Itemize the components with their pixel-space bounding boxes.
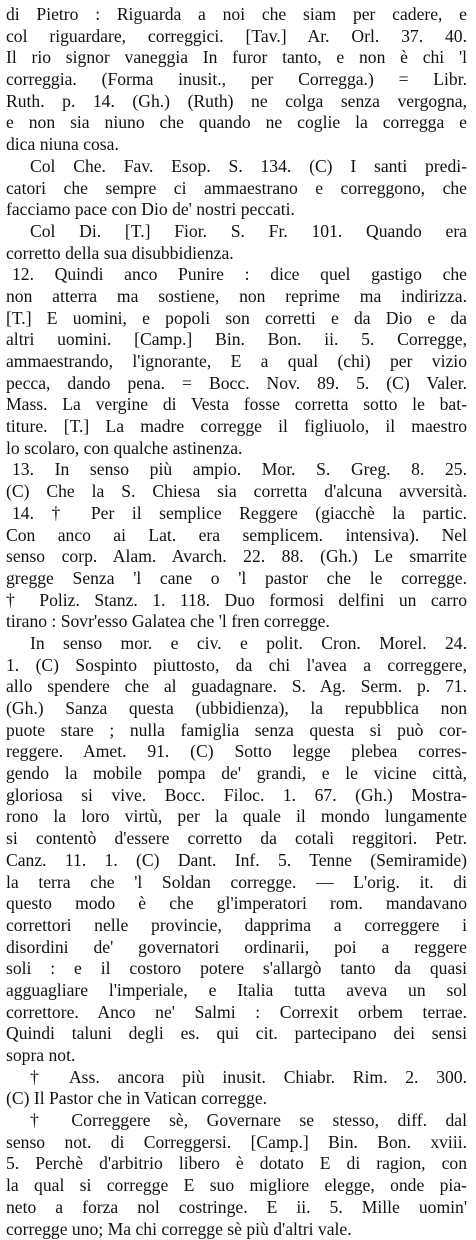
text-line: soli : e il costoro potere s'allargò tanto da quasi [6,958,467,980]
text-line: altri uomini. [Camp.] Bin. Bon. ii. 5. Corregge, [6,329,467,351]
text-line: Col Che. Fav. Esop. S. 134. (C) I santi predi- [6,156,467,178]
text-line: gregge Senza 'l cane o 'l pastor che le corregge. [6,568,467,590]
text-line: neto a forza nol costringe. E ii. 5. Mille uomin' [6,1197,467,1219]
text-line: correttori nelle provincie, dapprima a correggere i [6,915,467,937]
text-line: catori che sempre ci ammaestrano e correggono, che [6,178,467,200]
text-line: † Poliz. Stanz. 1. 118. Duo formosi delfini un carro [6,590,467,612]
text-line: [T.] E uomini, e popoli son corretti e da Dio e da [6,308,467,330]
text-line: 12. Quindi anco Punire : dice quel gastigo che [6,264,467,286]
text-line: (Gh.) Sanza questa (ubbidienza), la repubblica non [6,698,467,720]
text-line: 13. In senso più ampio. Mor. S. Greg. 8. 25. [6,459,467,481]
text-line: gloriosa si vive. Bocc. Filoc. 1. 67. (Gh.) Mostra- [6,785,467,807]
text-line: facciamo pace con Dio de' nostri peccati. [6,199,467,221]
text-line: gendo la mobile pompa de' grandi, e le vicine città, [6,763,467,785]
text-line: Con anco ai Lat. era semplicem. intensiva). Nel [6,525,467,547]
text-line: corretto della sua disubbidienza. [6,243,467,265]
text-line: Col Di. [T.] Fior. S. Fr. 101. Quando era [6,221,467,243]
text-line: questo modo è che gl'imperatori rom. mandavano [6,893,467,915]
text-line: col riguardare, correggici. [Tav.] Ar. Orl. 37. 40. [6,26,467,48]
text-line: (C) Il Pastor che in Vatican corregge. [6,1088,467,1110]
text-line: titure. [T.] La madre corregge il figliuolo, il maestro [6,416,467,438]
text-line: senso not. di Correggersi. [Camp.] Bin. Bon. xviii. [6,1132,467,1154]
text-line: senso corp. Alam. Avarch. 22. 88. (Gh.) Le smarrite [6,546,467,568]
text-line: disordini de' governatori ordinarii, poi a reggere [6,937,467,959]
text-line: 1. (C) Sospinto piuttosto, da chi l'avea a correggere, [6,655,467,677]
text-line: lo scolaro, con qualche astinenza. [6,438,467,460]
text-line: (C) Che la S. Chiesa sia corretta d'alcuna avversità. [6,481,467,503]
text-line: In senso mor. e civ. e polit. Cron. Morel. 24. [6,633,467,655]
text-line: allo spendere che al guadagnare. S. Ag. Serm. p. 71. [6,676,467,698]
text-line: 14. † Per il semplice Reggere (giacchè la partic. [6,503,467,525]
text-line: agguagliare l'imperiale, e Italia tutta aveva un sol [6,980,467,1002]
text-line: Canz. 11. 1. (C) Dant. Inf. 5. Tenne (Semiramide) [6,850,467,872]
text-line: Quindi taluni degli es. qui cit. partecipano dei sensi [6,1023,467,1045]
text-line: la terra che 'l Soldan corregge. — L'orig. it. di [6,872,467,894]
text-line: correttore. Anco ne' Salmi : Correxit orbem terrae. [6,1002,467,1024]
text-line: reggere. Amet. 91. (C) Sotto legge plebea corres- [6,741,467,763]
text-line: Il rio signor vaneggia In furor tanto, e non è chi 'l [6,47,467,69]
text-line: la qual si corregge E suo migliore elegge, onde pia- [6,1175,467,1197]
text-line: pecca, dando pena. = Bocc. Nov. 89. 5. (C) Valer. [6,373,467,395]
text-line: 5. Perchè d'arbitrio libero è dotato E di ragion, con [6,1153,467,1175]
text-line: † Ass. ancora più inusit. Chiabr. Rim. 2. 300. [6,1067,467,1089]
text-line: corregge uno; Ma chi corregge sè più d'altri vale. [6,1219,467,1240]
text-line: ammaestrando, l'ignorante, E a qual (chi) per vizio [6,351,467,373]
text-line: dica niuna cosa. [6,134,467,156]
text-line: si contentò d'essere corretto da cotali reggitori. Petr. [6,828,467,850]
text-line: non atterra ma sostiene, non reprime ma indirizza. [6,286,467,308]
text-line: rono la loro virtù, per la quale il mondo lungamente [6,806,467,828]
text-line: † Correggere sè, Governare se stesso, diff. dal [6,1110,467,1132]
text-line: e non sia niuno che quando ne coglie la corregga e [6,112,467,134]
text-line: sopra not. [6,1045,467,1067]
text-line: Ruth. p. 14. (Gh.) (Ruth) ne colga senza vergogna, [6,91,467,113]
text-line: tirano : Sovr'esso Galatea che 'l fren corregge. [6,611,467,633]
text-line: correggia. (Forma inusit., per Corregga.) = Libr. [6,69,467,91]
text-line: Mass. La vergine di Vesta fosse corretta sotto le bat- [6,394,467,416]
text-line: di Pietro : Riguarda a noi che siam per cadere, e [6,4,467,26]
text-line: puote stare ; nulla famiglia senza questa si può cor- [6,720,467,742]
dictionary-page [6,4,467,1240]
